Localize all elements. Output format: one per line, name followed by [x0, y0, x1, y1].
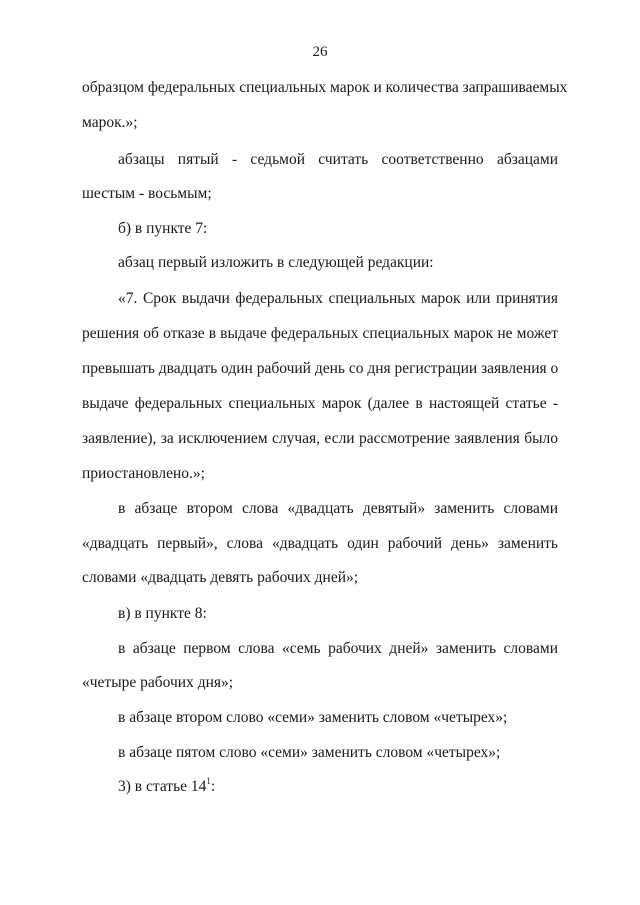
article-ref-text: 3) в статье 14	[118, 778, 207, 795]
text-line: заявление), за исключением случая, если рассмотрение заявления было	[82, 430, 558, 447]
text-line: марок.»;	[82, 114, 138, 131]
text-line: образцом федеральных специальных марок и количества запрашиваемых	[82, 79, 568, 96]
article-colon: :	[210, 778, 216, 795]
text-line: в) в пункте 8:	[118, 605, 207, 622]
text-line: в абзаце первом слова «семь рабочих дней» заменить словами	[118, 640, 558, 657]
text-line: «7. Срок выдачи федеральных специальных марок или принятия	[118, 290, 558, 307]
text-line: превышать двадцать один рабочий день со дня регистрации заявления о	[82, 360, 559, 377]
text-line: решения об отказе в выдаче федеральных специальных марок не может	[82, 325, 558, 342]
text-line: в абзаце втором слова «двадцать девятый» заменить словами	[118, 500, 558, 517]
text-line: выдаче федеральных специальных марок (далее в настоящей статье -	[82, 395, 558, 412]
text-line: словами «двадцать девять рабочих дней»;	[82, 569, 359, 586]
text-line: «четыре рабочих дня»;	[82, 674, 234, 691]
text-line: шестым - восьмым;	[82, 185, 212, 202]
text-line: б) в пункте 7:	[118, 220, 208, 237]
text-line: в абзаце пятом слово «семи» заменить словом «четырех»;	[118, 744, 501, 761]
text-line-article-ref	[118, 777, 558, 797]
page-number: 26	[312, 44, 328, 60]
text-line: абзац первый изложить в следующей редакции:	[118, 254, 434, 271]
text-line: приостановлено.»;	[82, 465, 205, 482]
text-line: в абзаце втором слово «семи» заменить словом «четырех»;	[118, 709, 508, 726]
article-superscript: 1	[206, 775, 211, 786]
text-line: «двадцать первый», слова «двадцать один рабочий день» заменить	[82, 535, 558, 552]
text-line: абзацы пятый - седьмой считать соответственно абзацами	[118, 151, 558, 168]
